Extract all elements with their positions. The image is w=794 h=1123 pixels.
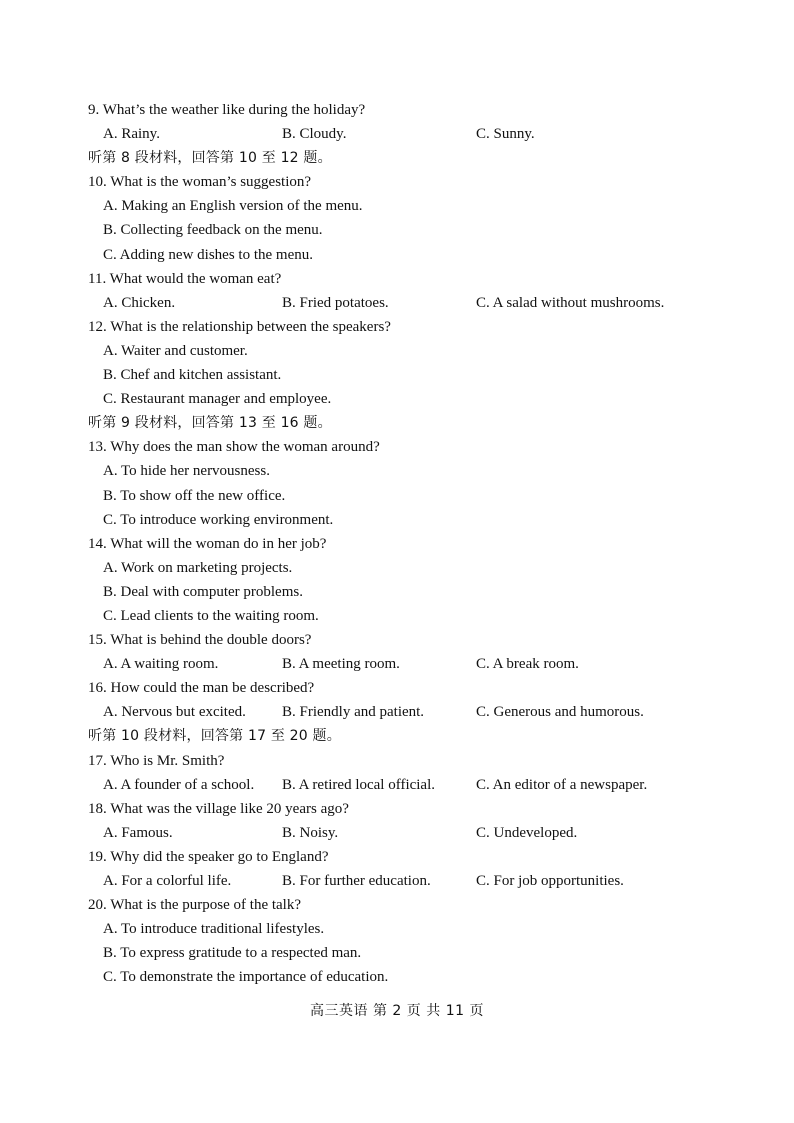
option-a: A. To introduce traditional lifestyles. [103,921,325,938]
option-b: B. To express gratitude to a respected man. [103,945,362,962]
question-stem: 11. What would the woman eat? [88,270,282,287]
options-row [88,773,748,797]
option-b: B. A retired local official. [282,776,436,793]
question-stem: 14. What will the woman do in her job? [88,535,327,552]
section-instruction: 听第 9 段材料，回答第 13 至 16 题。 [88,415,332,432]
option-c: C. Undeveloped. [476,824,578,841]
option-b: B. Collecting feedback on the menu. [103,222,323,239]
option-b: B. Fried potatoes. [282,294,389,311]
option-c: C. For job opportunities. [476,873,624,889]
option-a: A. Chicken. [103,294,176,311]
option-a: A. Famous. [103,824,173,841]
option-c: C. An editor of a newspaper. [476,776,648,793]
option-c: C. Restaurant manager and employee. [103,391,332,408]
options-row [88,122,748,146]
option-c: C. To demonstrate the importance of education. [103,969,389,986]
option-b: B. Noisy. [282,824,339,841]
option-a: A. Making an English version of the menu. [103,198,363,215]
question-stem: 18. What was the village like 20 years ago? [88,800,349,817]
options-row [88,869,748,893]
option-c: C. A break room. [476,656,579,673]
question-stem: 16. How could the man be described? [88,680,315,697]
option-a: A. Nervous but excited. [103,704,246,721]
question-stem: 13. Why does the man show the woman around? [88,439,380,456]
question-stem: 9. What’s the weather like during the holiday? [88,102,366,118]
option-c: C. Adding new dishes to the menu. [103,246,313,263]
option-a: A. A waiting room. [103,656,219,673]
section-instruction: 听第 10 段材料，回答第 17 至 20 题。 [88,728,341,745]
question-stem: 15. What is behind the double doors? [88,632,312,649]
options-row [88,291,748,315]
option-c: C. Sunny. [476,126,535,143]
option-b: B. Chef and kitchen assistant. [103,367,282,384]
option-a: A. To hide her nervousness. [103,463,270,480]
question-stem: 12. What is the relationship between the speakers? [88,318,391,335]
question-stem: 19. Why did the speaker go to England? [88,848,329,865]
section-instruction: 听第 8 段材料，回答第 10 至 12 题。 [88,150,332,167]
page-footer: 高三英语 第 2 页 共 11 页 [310,1003,484,1019]
option-b: B. Cloudy. [282,126,347,143]
options-row [88,700,748,724]
option-b: B. Deal with computer problems. [103,583,303,600]
option-a: A. Waiter and customer. [103,342,248,359]
option-c: C. Lead clients to the waiting room. [103,607,319,624]
question-stem: 20. What is the purpose of the talk? [88,897,302,914]
options-row [88,652,748,676]
option-c: C. To introduce working environment. [103,511,334,528]
options-row [88,821,748,845]
option-b: B. For further education. [282,873,431,889]
option-c: C. Generous and humorous. [476,704,644,721]
option-b: B. A meeting room. [282,656,400,673]
question-stem: 10. What is the woman’s suggestion? [88,174,312,191]
option-c: C. A salad without mushrooms. [476,294,665,311]
listening-questions [88,98,748,989]
option-a: A. Work on marketing projects. [103,559,293,576]
question-stem: 17. Who is Mr. Smith? [88,752,225,769]
option-a: A. A founder of a school. [103,776,255,793]
option-b: B. To show off the new office. [103,487,286,504]
option-a: A. Rainy. [103,126,160,143]
option-b: B. Friendly and patient. [282,704,425,721]
option-a: A. For a colorful life. [103,873,232,889]
